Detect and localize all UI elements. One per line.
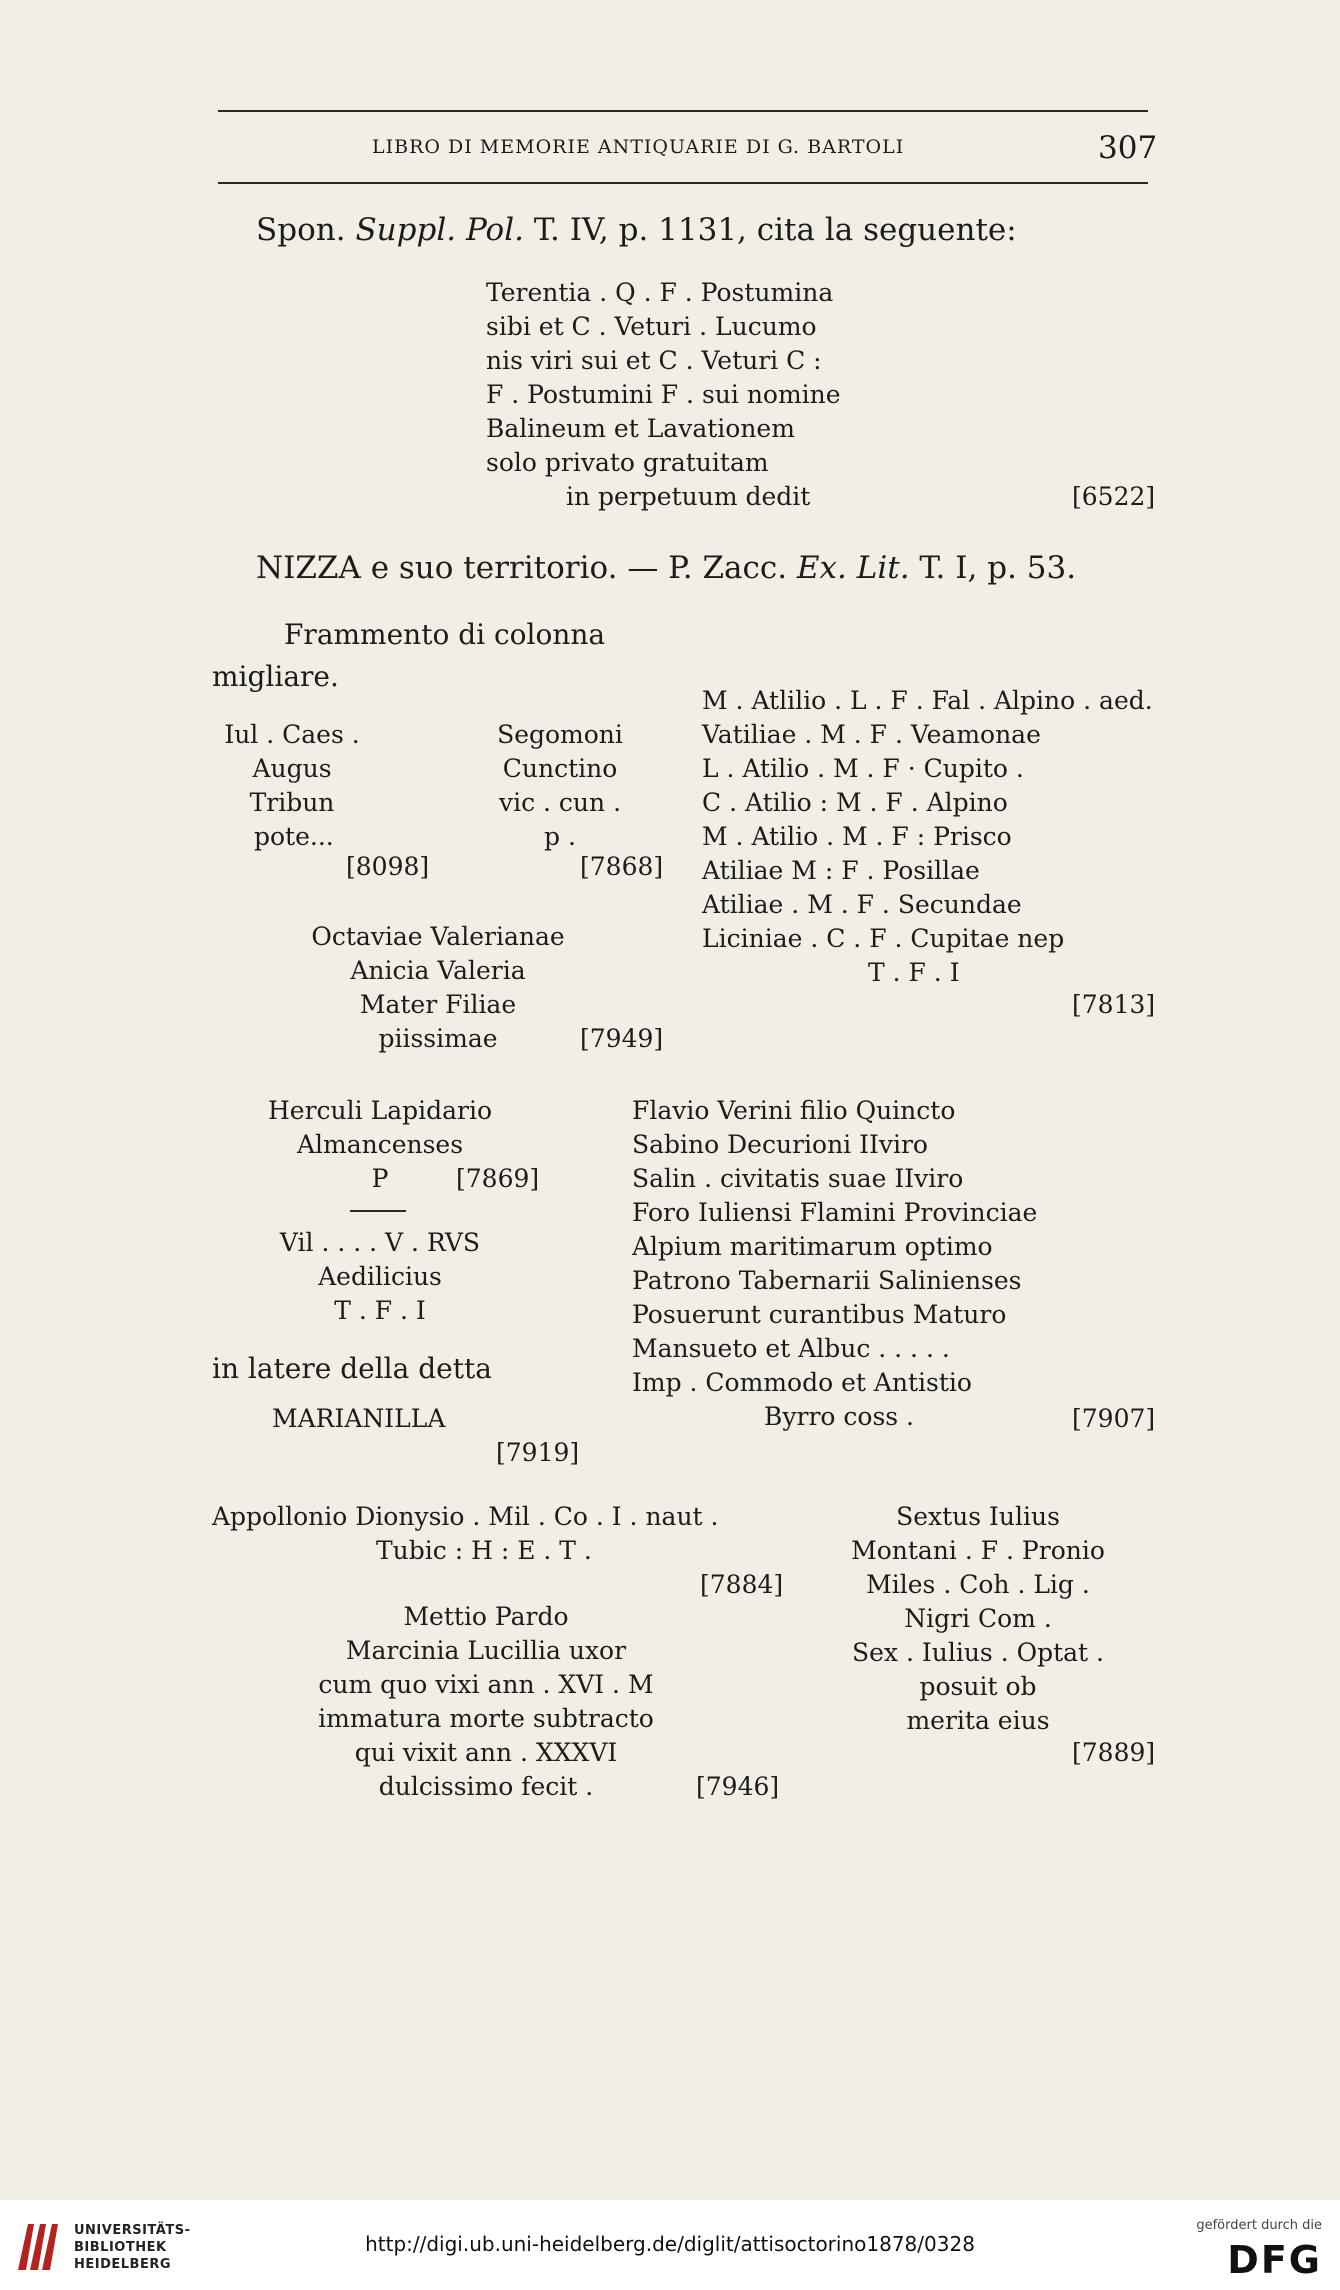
dfg-logo: DFG (1227, 2238, 1322, 2282)
octaviae-inscription (296, 920, 580, 1056)
running-title: LIBRO DI MEMORIE ANTIQUARIE DI G. BARTOLI (372, 136, 905, 158)
segomoni-ref: [7868] (580, 852, 664, 881)
inscription-line: Alpium maritimarum optimo (632, 1232, 993, 1261)
inscription-line: Atiliae M : F . Posillae (702, 856, 980, 885)
flavio-ref: [7907] (1072, 1404, 1156, 1433)
inscription-line: Patrono Tabernarii Salinienses (632, 1266, 1022, 1295)
atilio-inscription (702, 684, 1153, 990)
inscription-line: Iul . Caes . (224, 720, 360, 749)
inscription-line: Flavio Verini filio Quincto (632, 1096, 956, 1125)
funding-note: gefördert durch die (1196, 2218, 1322, 2233)
spon-intro: Spon. Suppl. Pol. T. IV, p. 1131, cita la seguente: (256, 212, 1017, 248)
inscription-line: T . F . I (334, 1296, 426, 1325)
inscription-line: pote... (254, 822, 334, 851)
inscription-line: Segomoni (497, 720, 623, 749)
spon-ref: [6522] (1072, 482, 1156, 511)
inscription-line: Balineum et Lavationem (486, 414, 795, 443)
library-name: UNIVERSITÄTS- BIBLIOTHEK HEIDELBERG (74, 2223, 191, 2272)
digitization-footer (0, 2200, 1340, 2290)
inscription-line: in perpetuum dedit (566, 482, 811, 511)
mettio-inscription (276, 1600, 696, 1804)
inscription-line: Cunctino (502, 754, 618, 783)
inscription-line: Tribun (249, 788, 335, 817)
inscription-line: Mater Filiae (359, 990, 517, 1019)
inscription-line: C . Atilio : M . F . Alpino (702, 788, 1008, 817)
inscription-line: Posuerunt curantibus Maturo (632, 1300, 1007, 1329)
inscription-line: Augus (252, 754, 332, 783)
inscription-line: merita eius (906, 1706, 1050, 1735)
inscription-line: Atiliae . M . F . Secundae (702, 890, 1022, 919)
permalink-url[interactable]: http://digi.ub.uni-heidelberg.de/diglit/attisoctorino1878/0328 (365, 2232, 975, 2256)
sextus-inscription (836, 1500, 1120, 1738)
spon-inscription (486, 276, 841, 514)
inscription-line: cum quo vixi ann . XVI . M (318, 1670, 654, 1699)
iul-inscription (212, 718, 372, 854)
inscription-line: solo privato gratuitam (486, 448, 769, 477)
inscription-line: vic . cun . (498, 788, 622, 817)
appollonio-line-2: Tubic : H : E . T . (376, 1536, 592, 1565)
octaviae-ref: [7949] (580, 1024, 664, 1053)
inscription-line: F . Postumini F . sui nomine (486, 380, 841, 409)
inscription-line: Nigri Com . (904, 1604, 1052, 1633)
vil-inscription (250, 1226, 510, 1328)
inscription-line: Aedilicius (318, 1262, 442, 1291)
inscription-line: Mansueto et Albuc . . . . . (632, 1334, 950, 1363)
inscription-line: Byrro coss . (764, 1402, 914, 1431)
inscription-line: Miles . Coh . Lig . (866, 1570, 1090, 1599)
frammento-heading-cont: migliare. (212, 660, 339, 693)
iul-ref: [8098] (346, 852, 430, 881)
inscription-line: dulcissimo fecit . (378, 1772, 594, 1801)
inscription-line: Octaviae Valerianae (311, 922, 565, 951)
appollonio-line-1: Appollonio Dionysio . Mil . Co . I . naut . (212, 1502, 719, 1531)
inscription-line: Mettio Pardo (403, 1602, 569, 1631)
segomoni-inscription (486, 718, 634, 854)
flavio-inscription (632, 1094, 1037, 1434)
inscription-line: Anicia Valeria (350, 956, 526, 985)
mettio-ref: [7946] (696, 1772, 780, 1801)
inscription-line: piissimae (378, 1024, 498, 1053)
inscription-line: M . Atilio . M . F : Prisco (702, 822, 1012, 851)
inscription-line: p . (544, 822, 576, 851)
nizza-heading: NIZZA e suo territorio. — P. Zacc. Ex. Lit. T. I, p. 53. (256, 550, 1077, 586)
inscription-line: posuit ob (919, 1672, 1037, 1701)
header-top-rule (218, 110, 1148, 112)
inscription-line: qui vixit ann . XXXVI (354, 1738, 618, 1767)
inscription-line: M . Atlilio . L . F . Fal . Alpino . aed. (702, 686, 1153, 715)
inscription-line: Sabino Decurioni IIviro (632, 1130, 928, 1159)
inscription-line: sibi et C . Veturi . Lucumo (486, 312, 817, 341)
inscription-line: P (371, 1164, 389, 1193)
inscription-line: Vil . . . . V . RVS (279, 1228, 481, 1257)
inscription-line: Herculi Lapidario (268, 1096, 492, 1125)
inscription-line: Terentia . Q . F . Postumina (486, 278, 834, 307)
inscription-line: Liciniae . C . F . Cupitae nep (702, 924, 1065, 953)
inscription-line: Sex . Iulius . Optat . (852, 1638, 1104, 1667)
latere-heading: in latere della detta (212, 1352, 492, 1385)
herculi-ref: [7869] (456, 1164, 540, 1193)
header-bottom-rule (218, 182, 1148, 184)
sextus-ref: [7889] (1072, 1738, 1156, 1767)
inscription-line: Sextus Iulius (896, 1502, 1060, 1531)
inscription-line: T . F . I (868, 958, 960, 987)
separator-rule (350, 1210, 406, 1212)
page-number: 307 (1098, 130, 1158, 166)
marianilla: MARIANILLA (272, 1404, 446, 1433)
latere-ref: [7919] (496, 1438, 580, 1467)
atilio-ref: [7813] (1072, 990, 1156, 1019)
inscription-line: Salin . civitatis suae IIviro (632, 1164, 964, 1193)
inscription-line: nis viri sui et C . Veturi C : (486, 346, 822, 375)
inscription-line: immatura morte subtracto (318, 1704, 654, 1733)
inscription-line: Marcinia Lucillia uxor (345, 1636, 627, 1665)
inscription-line: Almancenses (296, 1130, 464, 1159)
inscription-line: L . Atilio . M . F · Cupito . (702, 754, 1024, 783)
inscription-line: Foro Iuliensi Flamini Provinciae (632, 1198, 1038, 1227)
inscription-line: Montani . F . Pronio (851, 1536, 1105, 1565)
inscription-line: Imp . Commodo et Antistio (632, 1368, 972, 1397)
appollonio-ref: [7884] (700, 1570, 784, 1599)
inscription-line: Vatiliae . M . F . Veamonae (702, 720, 1041, 749)
frammento-heading: Frammento di colonna (284, 618, 606, 651)
